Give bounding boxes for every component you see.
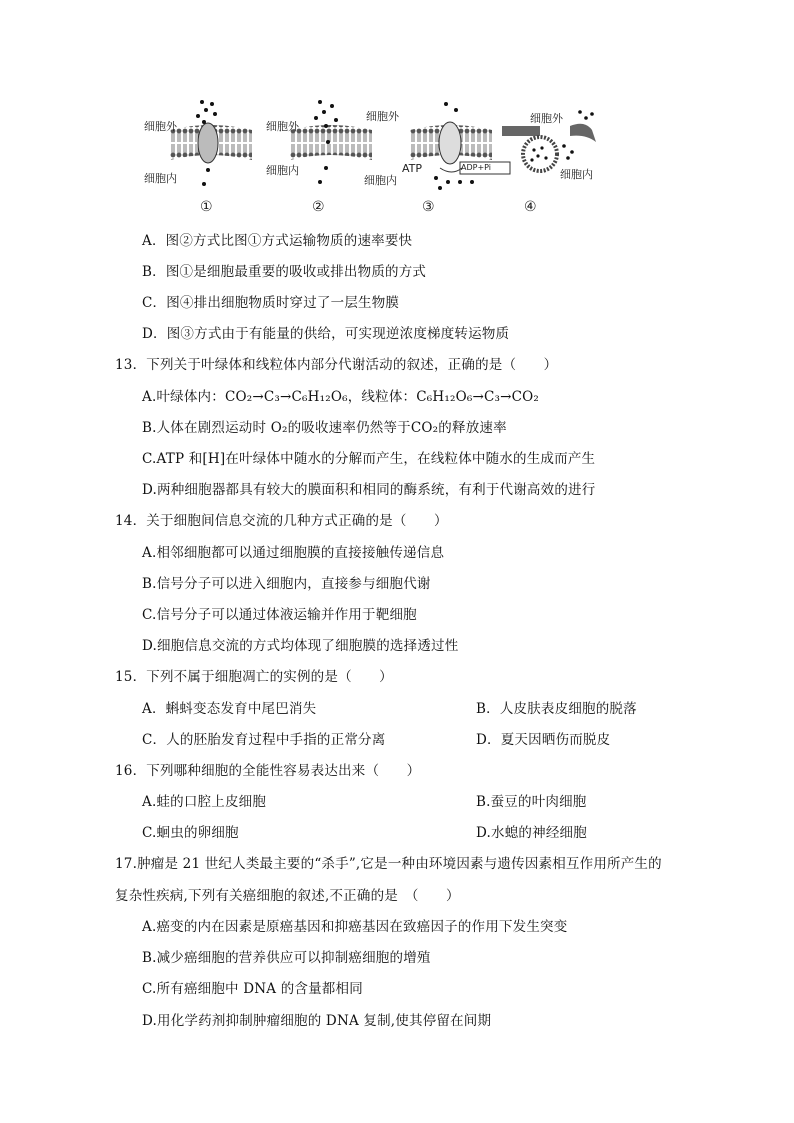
q15-option-c: C．人的胚胎发育过程中手指的正常分离 [142, 732, 386, 748]
panel-3-active-transport [410, 102, 510, 190]
q16-option-c: C.蛔虫的卵细胞 [142, 825, 239, 841]
panel-1-carrier-diffusion [170, 100, 252, 186]
q16-option-b: B.蚕豆的叶肉细胞 [476, 794, 587, 810]
q13-option-d: D.两种细胞器都具有较大的膜面积和相同的酶系统，有利于代谢高效的进行 [142, 482, 596, 498]
q15-option-d: D．夏天因晒伤而脱皮 [476, 732, 611, 748]
panel-2-free-diffusion [290, 100, 372, 184]
q12-option-a: A．图②方式比图①方式运输物质的速率要快 [142, 233, 413, 249]
q17-stem-line-2: 复杂性疾病,下列有关癌细胞的叙述,不正确的是 （ ） [115, 888, 460, 904]
q14-option-d: D.细胞信息交流的方式均体现了细胞膜的选择透过性 [142, 638, 459, 654]
q13-option-c: C.ATP 和[H]在叶绿体中随水的分解而产生，在线粒体中随水的生成而产生 [142, 451, 596, 467]
panel-4-inside-label: 细胞内 [560, 168, 593, 181]
atp-label: ATP [402, 162, 423, 175]
q17-stem-line-1: 17.肿瘤是 21 世纪人类最主要的“杀手”,它是一种由环境因素与遗传因素相互作用所产生的 [115, 856, 662, 872]
panel-2-outside-label: 细胞外 [266, 120, 299, 133]
q12-option-b: B．图①是细胞最重要的吸收或排出物质的方式 [142, 264, 427, 280]
q14-option-b: B.信号分子可以进入细胞内，直接参与细胞代谢 [142, 576, 431, 592]
panel-4-outside-label: 细胞外 [530, 112, 563, 125]
q17-option-d: D.用化学药剂抑制肿瘤细胞的 DNA 复制,使其停留在间期 [142, 1013, 492, 1029]
panel-1-inside-label: 细胞内 [144, 172, 177, 185]
q12-option-d: D．图③方式由于有能量的供给，可实现逆浓度梯度转运物质 [142, 326, 510, 342]
panel-4-number: ④ [524, 199, 537, 215]
q15-stem: 15．下列不属于细胞凋亡的实例的是（ ） [115, 669, 393, 685]
q16-option-d: D.水螅的神经细胞 [476, 825, 587, 841]
adp-label: ADP+Pi [461, 163, 492, 172]
panel-3-number: ③ [422, 199, 435, 215]
q17-option-b: B.减少癌细胞的营养供应可以抑制癌细胞的增殖 [142, 950, 431, 966]
q13-option-b: B.人体在剧烈运动时 O₂的吸收速率仍然等于CO₂的释放速率 [142, 420, 507, 436]
q17-option-a: A.癌变的内在因素是原癌基因和抑癌基因在致癌因子的作用下发生突变 [142, 919, 568, 935]
q14-option-a: A.相邻细胞都可以通过细胞膜的直接接触传递信息 [142, 545, 445, 561]
panel-3-outside-label: 细胞外 [366, 110, 399, 123]
panel-1-number: ① [200, 199, 213, 215]
panel-1-outside-label: 细胞外 [144, 120, 177, 133]
q13-option-a: A.叶绿体内：CO₂→C₃→C₆H₁₂O₆，线粒体：C₆H₁₂O₆→C₃→CO₂ [142, 389, 540, 405]
panel-3-inside-label: 细胞内 [364, 174, 397, 187]
membrane-transport-figure [140, 98, 620, 218]
panel-2-number: ② [312, 199, 325, 215]
q14-option-c: C.信号分子可以通过体液运输并作用于靶细胞 [142, 607, 417, 623]
q17-option-c: C.所有癌细胞中 DNA 的含量都相同 [142, 981, 363, 997]
q15-option-a: A．蝌蚪变态发育中尾巴消失 [142, 701, 317, 717]
q16-stem: 16．下列哪种细胞的全能性容易表达出来（ ） [115, 763, 421, 779]
q12-option-c: C．图④排出细胞物质时穿过了一层生物膜 [142, 295, 400, 311]
q14-stem: 14．关于细胞间信息交流的几种方式正确的是（ ） [115, 513, 448, 529]
panel-2-inside-label: 细胞内 [266, 164, 299, 177]
q16-option-a: A.蛙的口腔上皮细胞 [142, 794, 267, 810]
q15-option-b: B．人皮肤表皮细胞的脱落 [476, 701, 637, 717]
q13-stem: 13．下列关于叶绿体和线粒体内部分代谢活动的叙述，正确的是（ ） [115, 357, 558, 373]
